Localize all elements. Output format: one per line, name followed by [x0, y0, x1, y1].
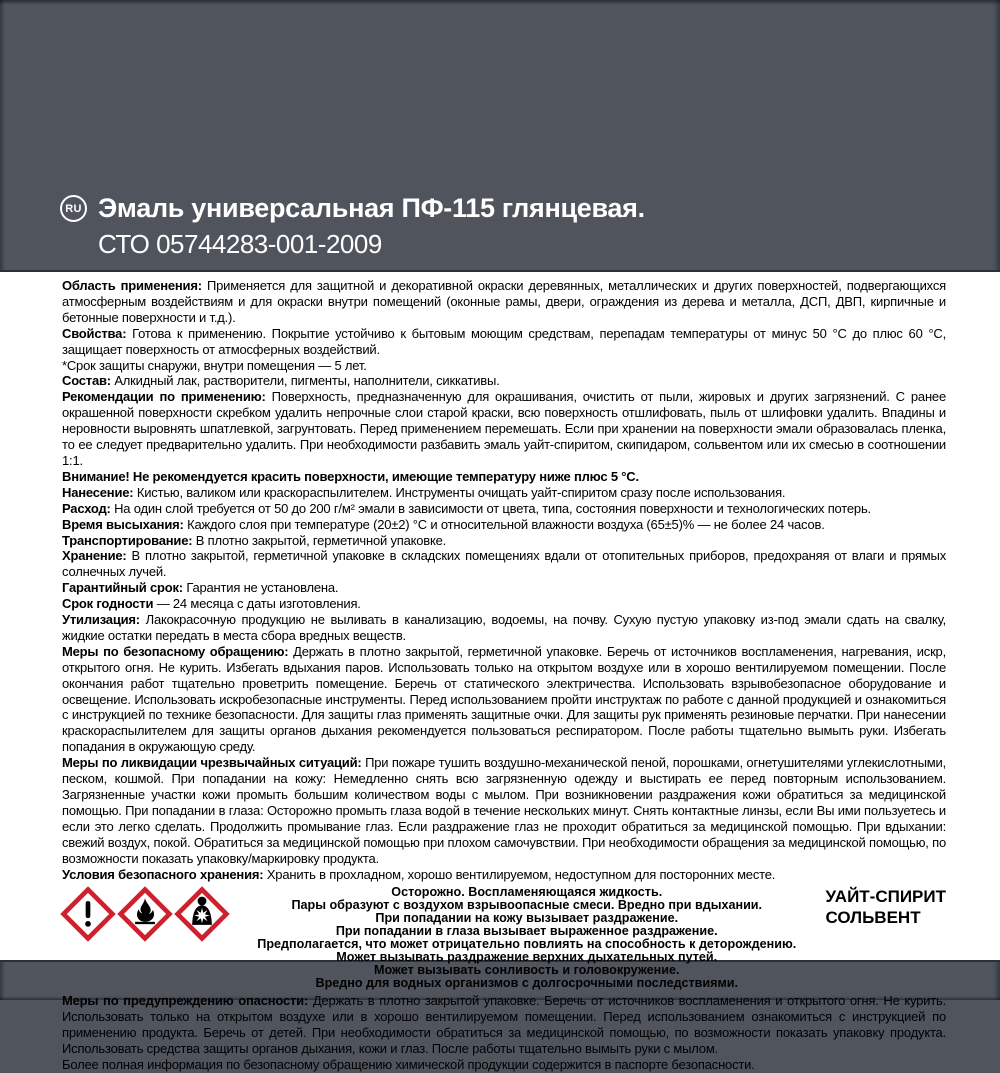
ghs-pictograms	[62, 886, 228, 940]
section-more-info: Более полная информация по безопасному обращению химической продукции содержится в паспорте безопасности.	[62, 1057, 755, 1073]
label-header	[60, 193, 960, 260]
section-safe-storage-conditions: Условия безопасного хранения: Хранить в прохладном, хорошо вентилируемом, недоступном для посторонних месте.	[62, 866, 776, 882]
section-drying-time: Время высыхания: Каждого слоя при температуре (20±2) °С и относительной влажности воздуха (65±5)% — не более 24 часов.	[62, 516, 825, 532]
section-recommendations: Рекомендации по применению: Поверхность, предназначенную для окрашивания, очистить от пыли, жировых и других загрязнений. С ранее окрашенной поверхности скребком удалить непрочные слои старой краски, всю поверхность отшлифовать, пыль от шлифовки удалить. Впадины и неровности выровнять шпатлевкой, загрунтовать. Перед применением перемешать. Если при хранении на поверхности эмали образовалась пленка, то ее следует предварительно удалить. При необходимости разбавить эмаль уайт-спиритом, скипидаром, сольвентом или их смесью в соотношении 1:1.	[62, 389, 946, 468]
solvent-line: УАЙТ-СПИРИТ	[825, 887, 946, 907]
section-composition: Состав: Алкидный лак, растворители, пигменты, наполнители, сиккативы.	[62, 373, 500, 389]
section-emergency-measures: Меры по ликвидации чрезвычайных ситуаций: При пожаре тушить воздушно-механической пеной, порошками, огнетушителями углекислотными, песком, кошмой. При попадании на кожу: Немедленно снять всю загрязненную одежду и выстирать ее перед повторным использованием. Загрязненные участки кожи промыть большим количеством воды с мылом. При возникновении раздражения кожи обратиться за медицинской помощью. При попадании в глаза: Осторожно промыть глаза водой в течение нескольких минут. Снять контактные линзы, если Вы ими пользуетесь и если это легко сделать. Продолжить промывание глаз. Если раздражение глаз не проходит обратиться за медицинской помощью. При вдыхании: свежий воздух, покой. Обратиться за медицинской помощью при плохом самочувствии. При необходимости обращения за медицинской помощью, по возможности показать упаковку/маркировку продукта.	[62, 755, 946, 866]
section-hazard-prevention: Меры по предупреждению опасности: Держать в плотно закрытой упаковке. Беречь от источников воспламенения и открытого огня. Не курить. Использовать только на открытом воздухе или в хорошо вентилируемом помещении. Перед использованием ознакомиться с инструкцией по применению продукта. Беречь от детей. При необходимости обратиться за медицинской помощью, по возможности показать упаковку продукта. Использовать средства защиты органов дыхания, кожи и глаз. После работы тщательно вымыть руки с мылом.	[62, 993, 946, 1057]
standard-number: СТО 05744283-001-2009	[98, 229, 382, 259]
section-attention-note: Внимание! Не рекомендуется красить поверхности, имеющие температуру ниже плюс 5 °С.	[62, 468, 639, 484]
section-safe-handling: Меры по безопасному обращению: Держать в плотно закрытой, герметичной упаковке. Беречь от источников воспламенения, нагревания, искр, открытого огня. Не курить. Избегать вдыхания паров. Использовать только на открытом воздухе или в хорошо вентилируемом помещении. После окончания работ тщательно проветрить помещение. Беречь от статического электричества. Использовать взрывобезопасное оборудование и освещение. Использовать искробезопасные инструменты. Перед использованием пройти инструктаж по работе с данной продукцией и ознакомиться с инструкцией по технике безопасности. Для защиты глаз применять защитные очки. Для защиты рук применять резиновые перчатки. При нанесении краскораспылителем для защиты органов дыхания рекомендуется пользоваться респиратором. После работы тщательно вымыть руки. Избегать попадания в окружающую среду.	[62, 643, 947, 755]
section-consumption: Расход: На один слой требуется от 50 до 200 г/м² эмали в зависимости от цвета, типа, состояния поверхности и технологических потерь.	[62, 500, 871, 516]
info-panel	[0, 270, 1000, 1073]
flame-icon	[119, 888, 171, 940]
health-hazard-icon	[176, 888, 228, 940]
section-application-method: Нанесение: Кистью, валиком или краскораспылителем. Инструменты очищать уайт-спиритом сразу после использования.	[62, 484, 786, 500]
section-transportation: Транспортирование: В плотно закрытой, герметичной упаковке.	[62, 532, 447, 548]
section-properties: Свойства: Готова к применению. Покрытие устойчиво к бытовым моющим средствам, перепадам температуры от минус 50 °С до плюс 60 °С, защищает поверхность от атмосферных воздействий.	[62, 325, 946, 357]
section-application-area: Область применения: Применяется для защитной и декоративной окраски деревянных, металлических и других поверхностей, подвергающихся атмосферным воздействиям и для окраски внутри помещений (оконные рамы, двери, ограждения из дерева и металла, ДСП, ДВП, кирпичные и бетонные поверхности и т.д.).	[62, 278, 946, 325]
hazard-statement: Предполагается, что может отрицательно повлиять на способность к деторождению.	[257, 937, 797, 952]
hazard-warning-section	[62, 886, 946, 990]
hazard-statements	[228, 886, 826, 990]
hazard-statement: Может вызывать сонливость и головокружение.	[374, 963, 680, 978]
hazard-statement: Вредно для водных организмов с долгосрочными последствиями.	[315, 976, 739, 991]
hazard-statement: Пары образуют с воздухом взрывоопасные смеси. Вредно при вдыхании.	[291, 898, 763, 913]
hazard-statement: Осторожно. Воспламеняющаяся жидкость.	[391, 885, 663, 900]
section-protection-note: *Срок защиты снаружи, внутри помещения — 5 лет.	[62, 357, 367, 373]
hazard-statement: При попадании в глаза вызывает выраженное раздражение.	[335, 924, 718, 939]
hazard-statement: При попадании на кожу вызывает раздражение.	[375, 911, 679, 926]
exclamation-mark-icon	[62, 888, 114, 940]
section-storage: Хранение: В плотно закрытой, герметичной упаковке в складских помещениях вдали от отопительных приборов, предохраняя от влаги и прямых солнечных лучей.	[62, 548, 946, 580]
section-shelf-life: Срок годности — 24 месяца с даты изготовления.	[62, 596, 361, 612]
solvent-line: СОЛЬВЕНТ	[825, 908, 921, 928]
ru-badge-icon: RU	[60, 195, 87, 222]
section-warranty: Гарантийный срок: Гарантия не установлена.	[62, 580, 339, 596]
product-title: Эмаль универсальная ПФ-115 глянцевая.	[98, 193, 645, 223]
section-disposal: Утилизация: Лакокрасочную продукцию не выливать в канализацию, водоемы, на почву. Сухую пустую упаковку из-под эмали сдать на свалку, жидкие остатки передать в места сбора вредных веществ.	[62, 612, 946, 643]
hazard-statement: Может вызывать раздражение верхних дыхательных путей.	[336, 950, 718, 965]
solvent-name	[826, 886, 947, 928]
